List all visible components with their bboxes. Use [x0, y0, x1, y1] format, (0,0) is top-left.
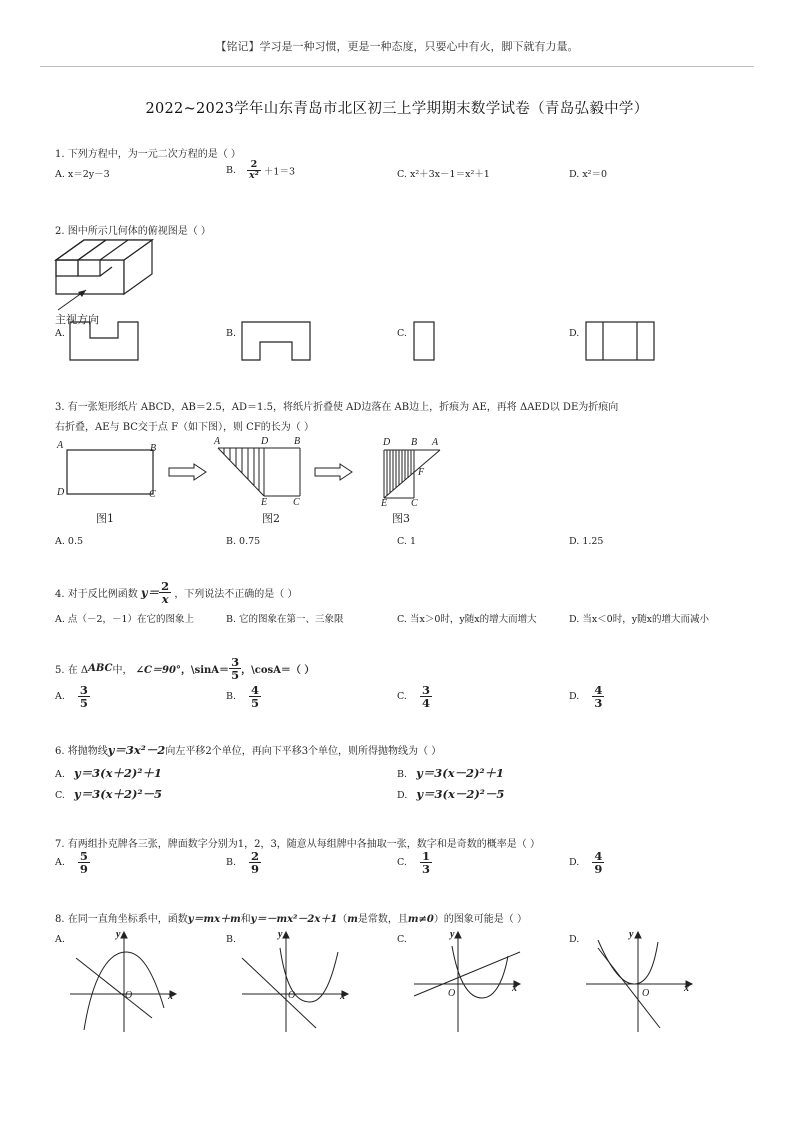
- q6-option-d: D. y＝3(x－2)²－5: [397, 787, 505, 801]
- q1-stem: 1. 下列方程中，为一元二次方程的是（ ）: [55, 149, 241, 160]
- q3-fig3-point-b: B: [411, 437, 418, 448]
- q7-stem: 7. 有两组扑克牌各三张，牌面数字分别为1，2，3，随意从每组牌中各抽取一张，数字和是奇数的概率是（ ）: [55, 839, 540, 850]
- q2-option-c-figure: [414, 322, 438, 362]
- header-divider: [40, 66, 754, 67]
- q3-stem-line1: 3. 有一张矩形纸片 ABCD，AB＝2.5，AD＝1.5，将纸片折叠使 AD边落在 AB边上，折痕为 AE，再将 ΔAED以 DE为折痕向: [55, 402, 619, 413]
- q3-fig2-point-d: D: [261, 436, 269, 447]
- q4-option-c: C. 当x＞0时，y随x的增大而增大: [397, 614, 537, 625]
- q3-option-c: C. 1: [397, 536, 417, 547]
- q3-fig2-point-c: C: [293, 497, 300, 508]
- q1-option-c: C. x²＋3x－1＝x²＋1: [397, 169, 490, 180]
- q8-a-origin-label: O: [125, 990, 133, 1001]
- q3-fig2-point-a: A: [214, 436, 221, 447]
- q5-option-b: B. $\frac{4}{5}$: [226, 683, 260, 711]
- q2-solid-figure: [52, 236, 162, 316]
- q8-d-origin-label: O: [642, 988, 650, 999]
- q8-b-origin-label: O: [288, 990, 296, 1001]
- q2-option-b-figure: [242, 322, 312, 362]
- q8-c-origin-label: O: [448, 988, 456, 999]
- q3-fig1-point-a: A: [57, 440, 64, 451]
- q8-a-x-label: x: [168, 991, 173, 1002]
- q2-view-direction-label: 主视方向: [55, 313, 99, 326]
- q2-option-a-figure: [70, 322, 140, 362]
- q3-fig1-caption: 图1: [96, 512, 114, 525]
- q4-option-d: D. 当x＜0时，y随x的增大而减小: [569, 614, 709, 625]
- q2-option-a-label: A.: [55, 328, 65, 339]
- q8-option-b-label: B.: [226, 934, 237, 945]
- q8-d-x-label: x: [684, 983, 689, 994]
- q5-option-d: D. $\frac{4}{3}$: [569, 683, 603, 711]
- q4-option-a: A. 点（－2，－1）在它的图象上: [55, 614, 194, 625]
- q3-option-d: D. 1.25: [569, 536, 604, 547]
- q6-option-b: B. y＝3(x－2)²＋1: [397, 766, 505, 780]
- q7-option-c: C. $\frac{1}{3}$: [397, 849, 430, 877]
- q3-fig3-point-f: F: [418, 467, 425, 478]
- q3-fig3-caption: 图3: [392, 512, 410, 525]
- q1-option-d: D. x²＝0: [569, 169, 608, 180]
- q8-option-b-graph: [236, 928, 356, 1038]
- q4-option-b: B. 它的图象在第一、三象限: [226, 614, 344, 625]
- q3-fig1-point-d: D: [57, 487, 65, 498]
- q3-fig3-point-d: D: [383, 437, 391, 448]
- q8-option-c-label: C.: [397, 934, 407, 945]
- q3-option-b: B. 0.75: [226, 536, 261, 547]
- q3-figure-3: [378, 440, 448, 506]
- page-title: 2022~2023学年山东青岛市北区初三上学期期末数学试卷（青岛弘毅中学）: [145, 101, 649, 117]
- q3-fig2-point-e: E: [261, 497, 268, 508]
- q8-option-a-graph: [64, 928, 184, 1038]
- q6-option-c: C. y＝3(x＋2)²－5: [55, 787, 162, 801]
- motto: 【铭记】学习是一种习惯，更是一种态度，只要心中有火，脚下就有力量。: [215, 40, 579, 53]
- q3-fig3-point-e: E: [381, 498, 388, 509]
- q7-option-b: B. $\frac{2}{9}$: [226, 849, 260, 877]
- q8-option-d-label: D.: [569, 934, 580, 945]
- q6-stem: 6. 将抛物线y＝3x²－2向左平移2个单位，再向下平移3个单位，则所得抛物线为（ ）: [55, 743, 442, 757]
- q3-stem-line2: 右折叠，AE与 BC交于点 F（如下图），则 CF的长为（ ）: [55, 422, 314, 433]
- q2-option-d-figure: [586, 322, 656, 362]
- q3-fig1-point-b: B: [150, 443, 157, 454]
- q3-fig2-point-b: B: [294, 436, 301, 447]
- q3-arrow-2: [314, 462, 354, 482]
- q8-c-y-label: y: [450, 929, 455, 940]
- q7-option-a: A. $\frac{5}{9}$: [55, 849, 88, 877]
- q3-fig1-point-c: C: [149, 489, 156, 500]
- q3-arrow-1: [168, 462, 208, 482]
- q2-option-d-label: D.: [569, 328, 580, 339]
- q2-option-c-label: C.: [397, 328, 407, 339]
- q2-stem: 2. 图中所示几何体的俯视图是（ ）: [55, 226, 211, 237]
- q5-stem: 5. 在 ΔABC中， ∠C＝90°，\sinA＝ $\frac{3}{5}$ ，\cosA＝（ ）: [55, 655, 315, 683]
- q8-a-y-label: y: [116, 929, 121, 940]
- q5-option-a: A. $\frac{3}{5}$: [55, 683, 88, 711]
- q3-fig2-caption: 图2: [262, 512, 280, 525]
- q8-b-y-label: y: [278, 929, 283, 940]
- q3-fig3-point-c: C: [411, 498, 418, 509]
- q8-b-x-label: x: [340, 991, 345, 1002]
- q3-option-a: A. 0.5: [55, 536, 84, 547]
- q2-option-b-label: B.: [226, 328, 237, 339]
- q8-d-y-label: y: [629, 929, 634, 940]
- q8-option-d-graph: [580, 928, 700, 1038]
- q1-option-a: A. x＝2y－3: [55, 169, 110, 180]
- q1-option-b: B. $\frac{2}{\text{x²}}$ ＋1＝3: [226, 159, 295, 181]
- q7-option-d: D. $\frac{4}{9}$: [569, 849, 603, 877]
- q5-option-c: C. $\frac{3}{4}$: [397, 683, 430, 711]
- q8-c-x-label: x: [512, 983, 517, 994]
- q3-fig3-point-a: A: [432, 437, 439, 448]
- q6-option-a: A. y＝3(x＋2)²＋1: [55, 766, 162, 780]
- q8-option-a-label: A.: [55, 934, 65, 945]
- q4-stem: 4. 对于反比例函数 y＝ $\frac{2}{x}$ ，下列说法不正确的是（ ）: [55, 579, 298, 607]
- q8-stem: 8. 在同一直角坐标系中，函数y＝mx＋m和y＝－mx²－2x＋1（m是常数，且m≠0）的图象可能是（ ）: [55, 914, 527, 925]
- q8-option-c-graph: [408, 928, 528, 1038]
